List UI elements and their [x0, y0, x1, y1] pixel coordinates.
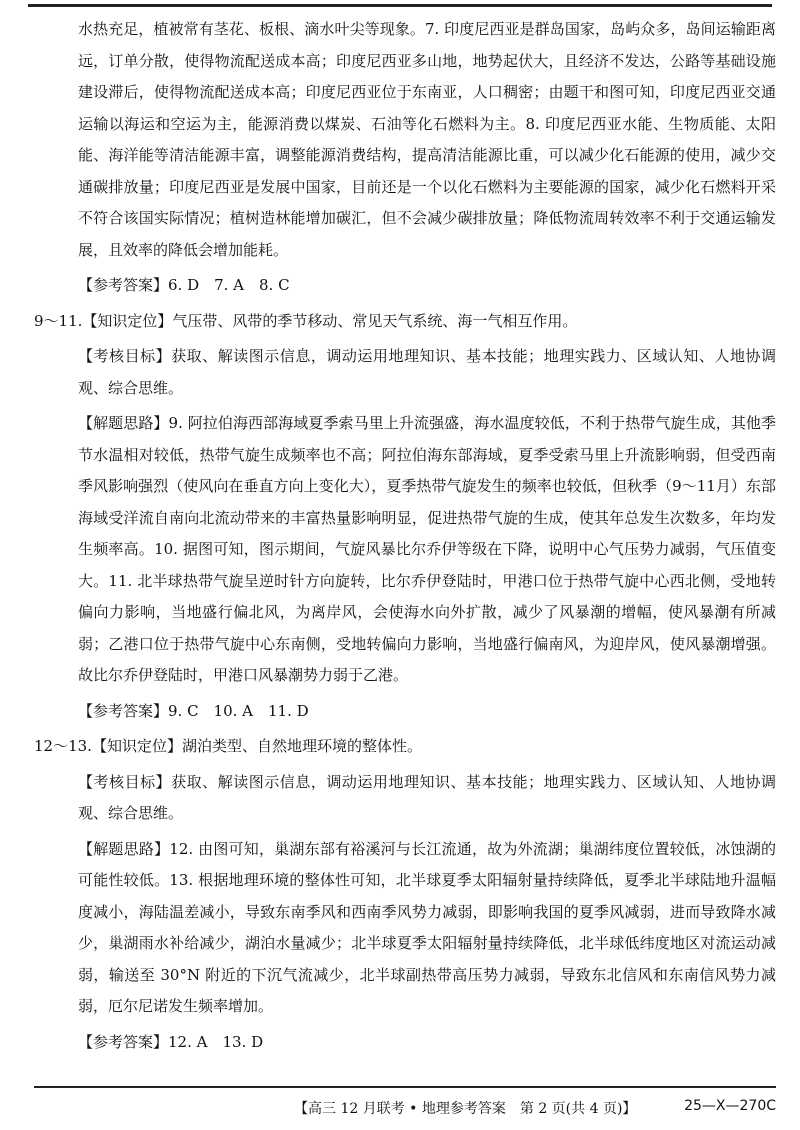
heading-12-13: 12～13.【知识定位】湖泊类型、自然地理环境的整体性。 [34, 737, 422, 755]
target-12-13: 【考核目标】获取、解读图示信息，调动运用地理知识、基本技能；地理实践力、区域认知、人地协调观、综合思维。 [78, 772, 776, 822]
footer-code: 25—X—270C [684, 1098, 776, 1114]
footer-rule [34, 1086, 776, 1088]
target-9-11: 【考核目标】获取、解读图示信息，调动运用地理知识、基本技能；地理实践力、区域认知、人地协调观、综合思维。 [78, 347, 776, 397]
heading-9-11: 9～11.【知识定位】气压带、风带的季节移动、常见天气系统、海一气相互作用。 [34, 311, 578, 330]
analysis-12-13: 【解题思路】12. 由图可知，巢湖东部有裕溪河与长江流通，故为外流湖；巢湖纬度位置较低，冰蚀湖的可能性较低。13. 根据地理环境的整体性可知，北半球夏季太阳辐射量持续降低，夏季北半球陆地升温幅度减小，海陆温差减小，导致东南季风和西南季风势力减弱，即影响我国的夏季风减弱，进而导致降水减少，巢湖雨水补给减少，湖泊水量减少；北半球夏季太阳辐射量持续降低，北半球低纬度地区对流运动减弱，输送至 30°N 附近的下沉气流减少，北半球副热带高压势力减弱，导致东北信风和东南信风势力减弱，厄尔尼诺发生频率增加。 [78, 839, 776, 1015]
answer-6-8: 【参考答案】6. D 7. A 8. C [78, 276, 290, 294]
top-rule [28, 4, 772, 7]
continued-analysis-6-8: 水热充足，植被常有茎花、板根、滴水叶尖等现象。7. 印度尼西亚是群岛国家，岛屿众多，岛间运输距离远，订单分散，使得物流配送成本高；印度尼西亚多山地，地势起伏大，且经济不发达，公路等基础设施建设滞后，使得物流配送成本高；印度尼西亚位于东南亚，人口稠密；由题干和图可知，印度尼西亚交通运输以海运和空运为主，能源消费以煤炭、石油等化石燃料为主。8. 印度尼西亚水能、生物质能、太阳能、海洋能等清洁能源丰富，调整能源消费结构，提高清洁能源比重，可以减少化石能源的使用，减少交通碳排放量；印度尼西亚是发展中国家，目前还是一个以化石燃料为主要能源的国家，减少化石燃料开采不符合该国实际情况；植树造林能增加碳汇，但不会减少碳排放量；降低物流周转效率不利于交通运输发展，且效率的降低会增加能耗。 [78, 20, 776, 259]
answer-9-11: 【参考答案】9. C 10. A 11. D [78, 701, 309, 720]
analysis-9-11: 【解题思路】9. 阿拉伯海西部海域夏季索马里上升流强盛，海水温度较低，不利于热带气旋生成，其他季节水温相对较低，热带气旋生成频率也不高；阿拉伯海东部海域，夏季受索马里上升流影响弱，但受西南季风影响强烈（使风向在垂直方向上变化大），夏季热带气旋发生的频率也较低，但秋季（9～11月）东部海域受洋流自南向北流动带来的丰富热量影响明显，促进热带气旋的生成，使其年总发生次数多，年均发生频率高。10. 据图可知，图示期间，气旋风暴比尔乔伊等级在下降，说明中心气压势力减弱，气压值变大。11. 北半球热带气旋呈逆时针方向旋转，比尔乔伊登陆时，甲港口位于热带气旋中心西北侧，受地转偏向力影响，当地盛行偏北风，为离岸风，会使海水向外扩散，减少了风暴潮的增幅，使风暴潮有所减弱；乙港口位于热带气旋中心东南侧，受地转偏向力影响，当地盛行偏南风，为迎岸风，使风暴潮增强。故比尔乔伊登陆时，甲港口风暴潮势力弱于乙港。 [78, 414, 776, 684]
page-footer [34, 1094, 776, 1124]
footer-title: 【高三 12 月联考 • 地理参考答案 第 2 页(共 4 页)】 [294, 1101, 637, 1117]
answer-12-13: 【参考答案】12. A 13. D [78, 1032, 264, 1051]
content-body [34, 14, 776, 1062]
